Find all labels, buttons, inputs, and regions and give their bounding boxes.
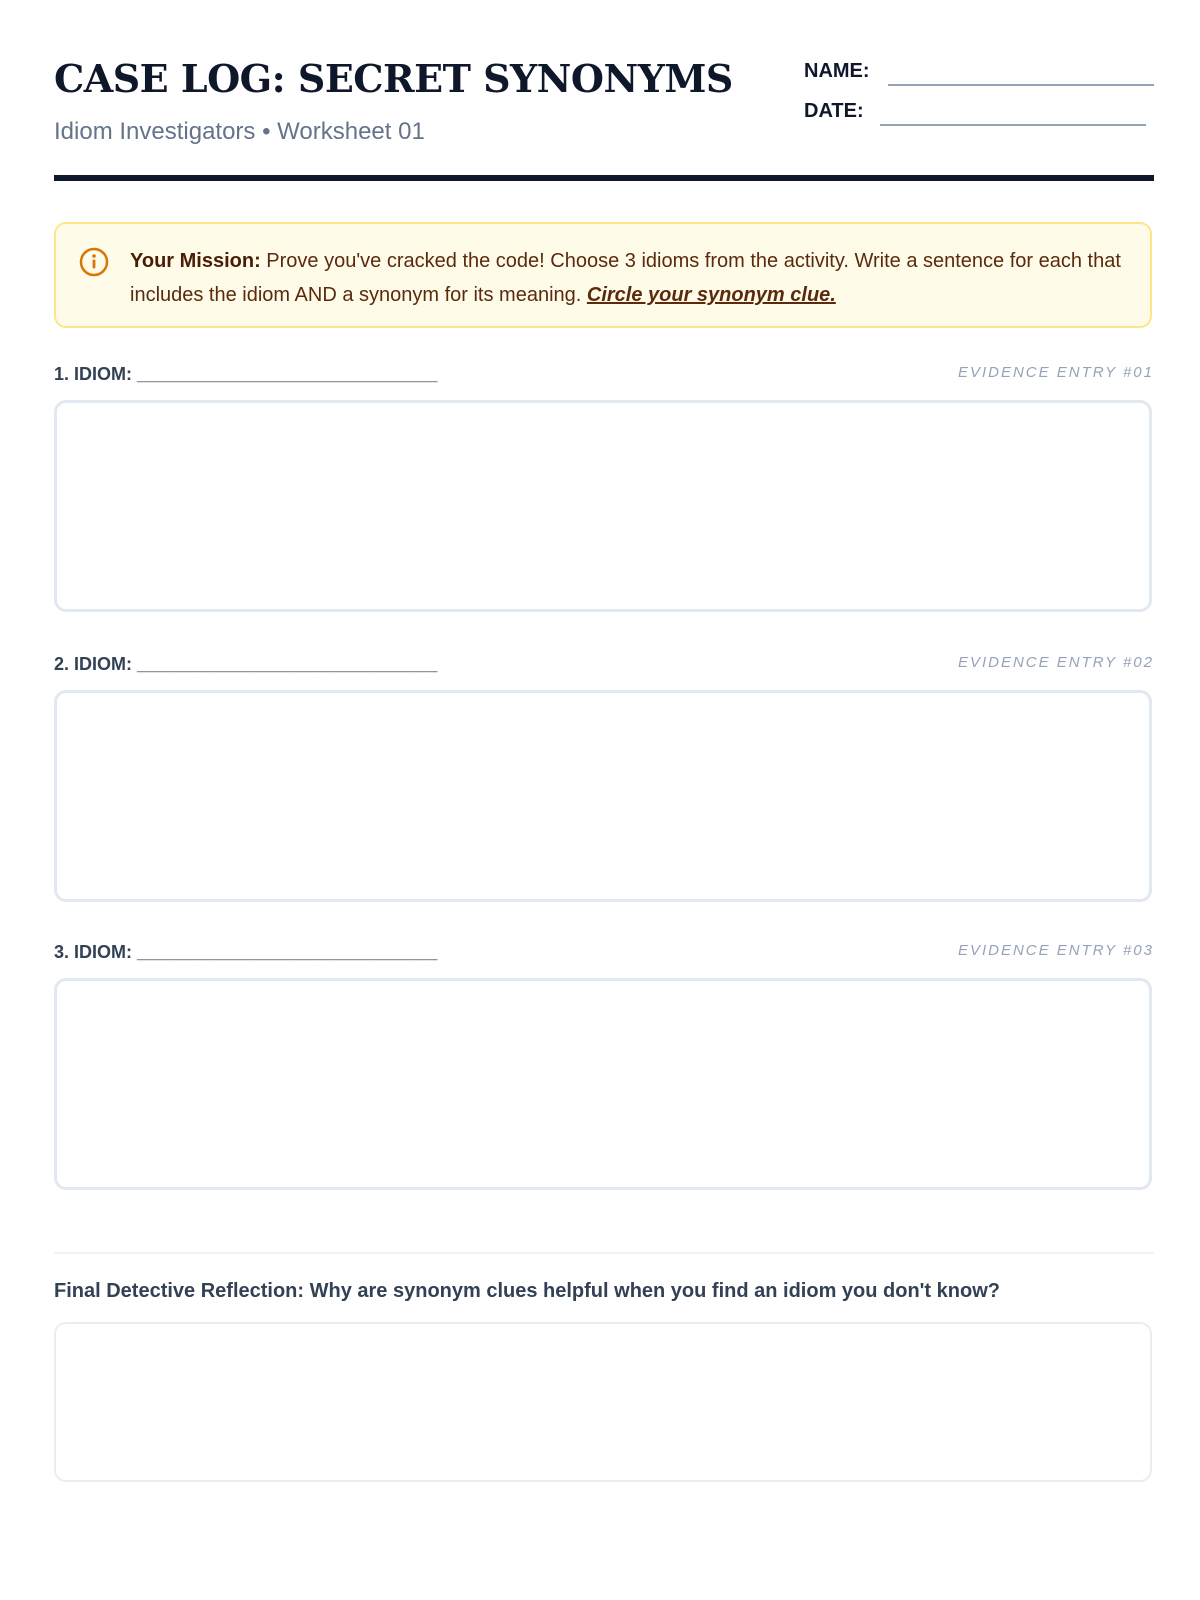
info-circle-icon [78, 246, 110, 278]
date-field[interactable] [880, 124, 1146, 126]
section-divider [54, 1252, 1154, 1254]
worksheet-page [54, 0, 1154, 1600]
entry-1-tag: EVIDENCE ENTRY #01 [957, 364, 1154, 381]
mission-body: Prove you've cracked the code! Choose 3 idioms from the activity. Write a sentence for each that includes the idiom AND a synonym for its meaning. [130, 250, 1121, 306]
name-field-row [804, 56, 1154, 86]
date-label: DATE: [804, 100, 864, 122]
mission-callout [54, 222, 1152, 328]
page-subtitle: Idiom Investigators • Worksheet 01 [54, 118, 425, 145]
worksheet-header [54, 52, 1154, 182]
entry-3-answer-box[interactable] [54, 978, 1152, 1190]
mission-text [130, 244, 1130, 312]
reflection-question: Final Detective Reflection: Why are synonym clues helpful when you find an idiom you don't know? [54, 1280, 1000, 1302]
entry-2-tag: EVIDENCE ENTRY #02 [957, 654, 1154, 671]
entry-1-idiom-label: 1. IDIOM: ______________________________ [54, 364, 438, 384]
entry-1-answer-box[interactable] [54, 400, 1152, 612]
entry-3-tag: EVIDENCE ENTRY #03 [957, 942, 1154, 959]
mission-emphasis: Circle your synonym clue. [586, 284, 836, 306]
entry-2-answer-box[interactable] [54, 690, 1152, 902]
mission-lead: Your Mission: [130, 250, 261, 272]
entry-3-idiom-label: 3. IDIOM: ______________________________ [54, 942, 438, 962]
reflection-answer-box[interactable] [54, 1322, 1152, 1482]
name-field[interactable] [888, 84, 1154, 86]
header-divider [54, 175, 1154, 181]
entry-2-idiom-label: 2. IDIOM: ______________________________ [54, 654, 438, 674]
name-label: NAME: [804, 60, 870, 82]
page-title: CASE LOG: SECRET SYNONYMS [54, 56, 733, 101]
date-field-row [804, 96, 1154, 126]
